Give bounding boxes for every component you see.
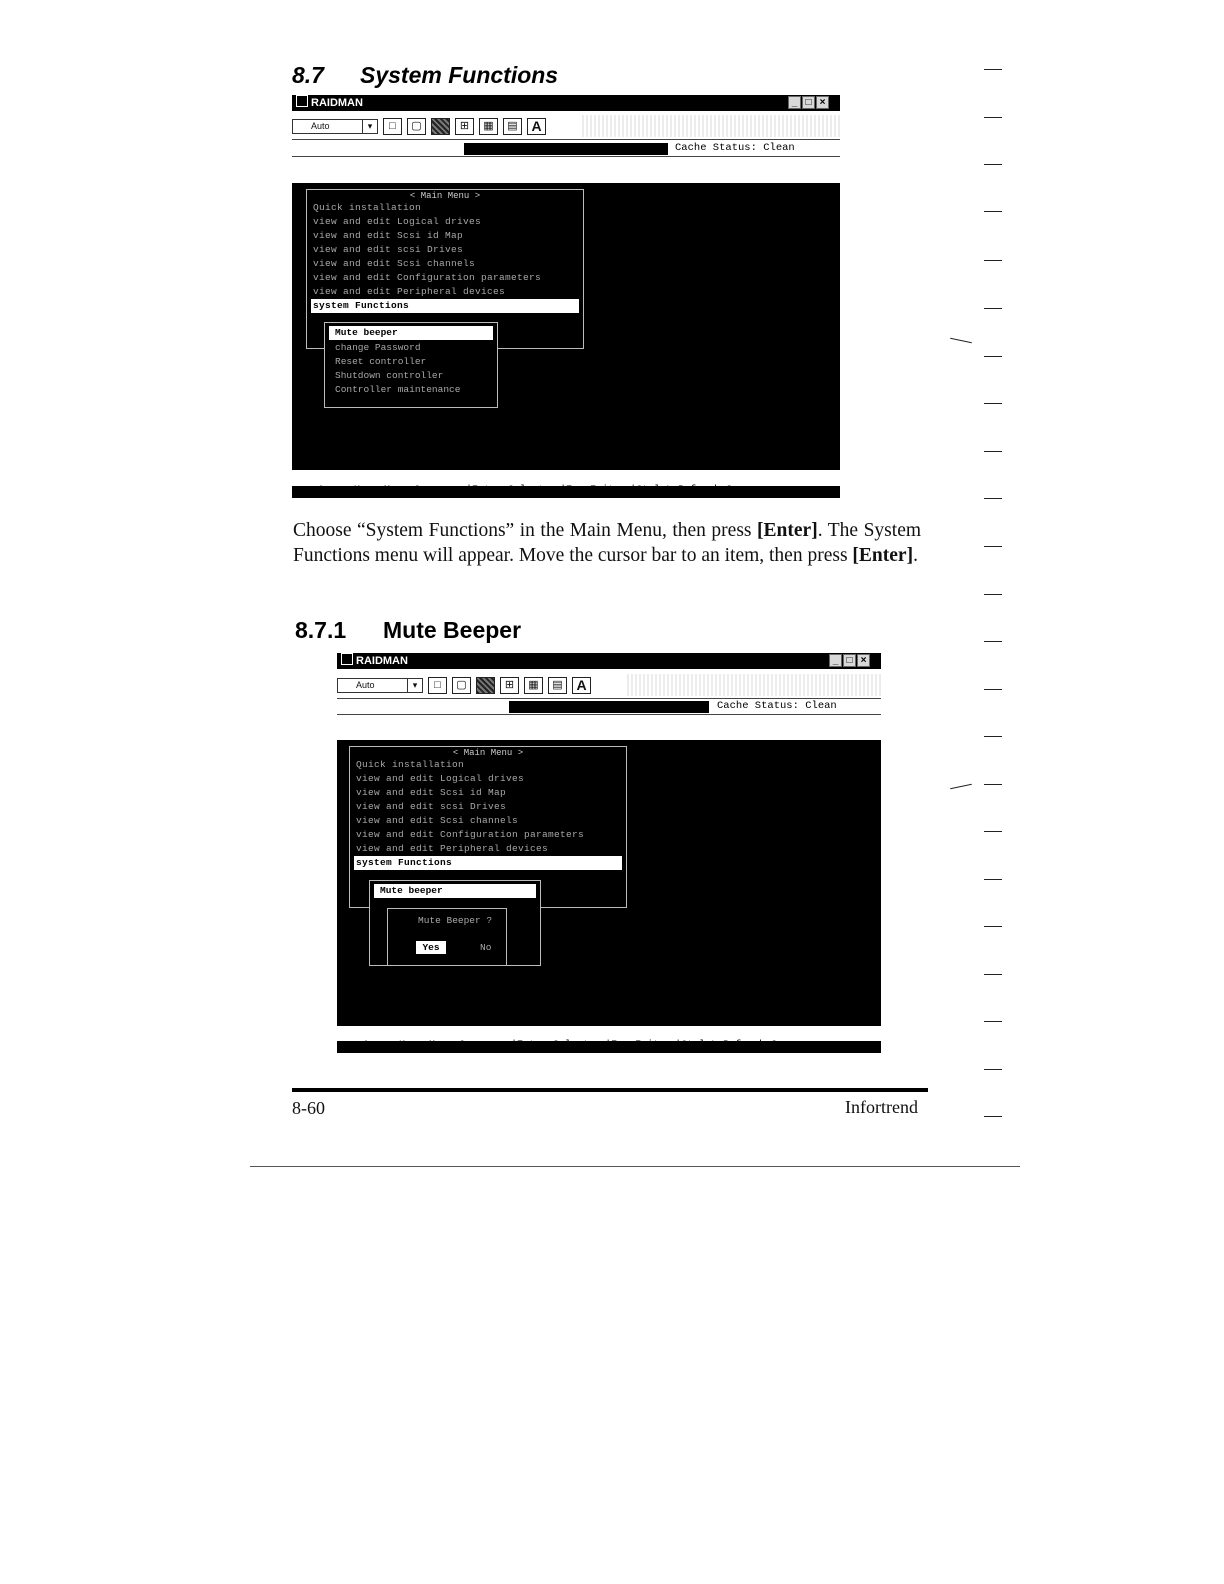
main-menu-header: < Main Menu > — [452, 748, 524, 758]
cache-status: Cache Status: Clean — [717, 700, 837, 712]
divider — [337, 714, 881, 715]
status-bar — [339, 1028, 881, 1040]
edge-mark — [984, 736, 1002, 737]
mode-select-value: Auto — [311, 120, 330, 131]
edge-mark — [984, 1069, 1002, 1070]
menu-item-quick-installation[interactable]: Quick installation — [313, 202, 422, 213]
raidman-window-figure1 — [292, 95, 840, 499]
cache-status-bar — [509, 701, 709, 713]
submenu-item-shutdown-controller[interactable]: Shutdown controller — [335, 370, 444, 381]
paragraph-text: Choose “System Functions” in the Main Menu, then press — [293, 520, 758, 541]
window-title: RAIDMAN — [356, 655, 408, 667]
mode-select-value: Auto — [356, 679, 375, 690]
mode-select[interactable] — [337, 678, 423, 693]
edge-mark — [984, 403, 1002, 404]
bottom-bar — [337, 1041, 881, 1053]
section-heading — [292, 62, 558, 89]
edge-mark — [984, 451, 1002, 452]
yes-button[interactable]: Yes — [416, 941, 446, 954]
app-logo-icon — [341, 653, 353, 665]
edge-mark — [984, 689, 1002, 690]
terminal-screen — [292, 183, 840, 470]
edge-mark — [984, 831, 1002, 832]
menu-item-system-functions[interactable]: system Functions — [354, 856, 622, 870]
menu-item-logical-drives[interactable]: view and edit Logical drives — [313, 216, 482, 227]
window-titlebar — [337, 653, 881, 669]
maximize-button[interactable]: □ — [843, 654, 856, 667]
dialog-title: Mute Beeper ? — [418, 915, 493, 926]
edge-mark — [984, 1021, 1002, 1022]
raidman-window-figure2 — [337, 653, 881, 1055]
window-title: RAIDMAN — [311, 97, 363, 109]
toolbar-background — [627, 674, 881, 696]
select-icon[interactable]: □ — [428, 677, 447, 694]
subsection-heading — [295, 617, 521, 644]
paragraph-text: . — [913, 545, 918, 566]
divider — [292, 139, 840, 140]
submenu-item-mute-beeper[interactable]: Mute beeper — [374, 884, 536, 898]
menu-item-peripheral-devices[interactable]: view and edit Peripheral devices — [313, 286, 506, 297]
menu-item-configuration-parameters[interactable]: view and edit Configuration parameters — [313, 272, 542, 283]
status-bar — [294, 473, 840, 485]
edge-mark — [984, 356, 1002, 357]
toolbar — [337, 674, 627, 696]
submenu-item-controller-maintenance[interactable]: Controller maintenance — [335, 384, 461, 395]
chevron-down-icon: ▾ — [362, 120, 377, 133]
mode-select[interactable] — [292, 119, 378, 134]
edge-mark — [984, 117, 1002, 118]
section-number: 8.7 — [292, 62, 324, 88]
stack-icon[interactable]: ▤ — [548, 677, 567, 694]
edge-mark — [984, 308, 1002, 309]
grid-icon[interactable]: ⊞ — [500, 677, 519, 694]
edge-mark — [984, 594, 1002, 595]
scan-edge-rule — [250, 1166, 1020, 1167]
edge-mark — [984, 164, 1002, 165]
window-controls — [788, 96, 829, 109]
mute-beeper-dialog — [387, 908, 507, 966]
chart-icon[interactable]: ▦ — [524, 677, 543, 694]
minimize-button[interactable]: _ — [788, 96, 801, 109]
disk-icon[interactable] — [476, 677, 495, 694]
edge-mark — [984, 784, 1002, 785]
edge-mark — [984, 546, 1002, 547]
window-titlebar — [292, 95, 840, 111]
chevron-down-icon: ▾ — [407, 679, 422, 692]
close-button[interactable]: × — [857, 654, 870, 667]
menu-item-system-functions[interactable]: system Functions — [311, 299, 579, 313]
font-icon[interactable]: A — [527, 118, 546, 135]
minimize-button[interactable]: _ — [829, 654, 842, 667]
footer-brand: Infortrend — [845, 1097, 918, 1117]
font-icon[interactable]: A — [572, 677, 591, 694]
window-icon[interactable]: ▢ — [452, 677, 471, 694]
disk-icon[interactable] — [431, 118, 450, 135]
cache-status-bar — [464, 143, 668, 155]
menu-item-scsi-drives[interactable]: view and edit scsi Drives — [356, 801, 507, 812]
page-number: 8-60 — [292, 1098, 325, 1118]
system-functions-submenu — [324, 322, 498, 408]
submenu-item-change-password[interactable]: change Password — [335, 342, 421, 353]
window-icon[interactable]: ▢ — [407, 118, 426, 135]
menu-item-quick-installation[interactable]: Quick installation — [356, 759, 465, 770]
app-logo-icon — [296, 95, 308, 107]
edge-mark — [984, 69, 1002, 70]
toolbar-background — [582, 115, 840, 137]
grid-icon[interactable]: ⊞ — [455, 118, 474, 135]
paragraph-text: . The System Functions menu will appear. Move the cursor bar to an item, then press — [293, 520, 922, 566]
edge-mark — [984, 641, 1002, 642]
submenu-item-mute-beeper[interactable]: Mute beeper — [329, 326, 493, 340]
chart-icon[interactable]: ▦ — [479, 118, 498, 135]
subsection-number: 8.7.1 — [295, 617, 347, 643]
menu-item-configuration-parameters[interactable]: view and edit Configuration parameters — [356, 829, 585, 840]
stack-icon[interactable]: ▤ — [503, 118, 522, 135]
section-title: System Functions — [360, 62, 559, 88]
close-button[interactable]: × — [816, 96, 829, 109]
enter-key: [Enter] — [757, 520, 818, 541]
footer-rule — [292, 1088, 928, 1092]
edge-mark — [950, 784, 972, 790]
main-menu-header: < Main Menu > — [409, 191, 481, 201]
menu-item-scsi-channels[interactable]: view and edit Scsi channels — [356, 815, 519, 826]
enter-key: [Enter] — [852, 545, 914, 566]
cache-status: Cache Status: Clean — [675, 142, 795, 154]
edge-mark — [984, 260, 1002, 261]
submenu-item-reset-controller[interactable]: Reset controller — [335, 356, 427, 367]
bottom-bar — [292, 486, 840, 498]
menu-item-scsi-drives[interactable]: view and edit scsi Drives — [313, 244, 464, 255]
no-button[interactable]: No — [480, 942, 492, 953]
maximize-button[interactable]: □ — [802, 96, 815, 109]
menu-item-scsi-id-map[interactable]: view and edit Scsi id Map — [313, 230, 464, 241]
menu-item-logical-drives[interactable]: view and edit Logical drives — [356, 773, 525, 784]
edge-mark — [984, 879, 1002, 880]
edge-mark — [950, 338, 972, 344]
body-paragraph — [293, 518, 921, 568]
subsection-title: Mute Beeper — [383, 617, 522, 643]
menu-item-scsi-channels[interactable]: view and edit Scsi channels — [313, 258, 476, 269]
window-controls — [829, 654, 870, 667]
edge-mark — [984, 1116, 1002, 1117]
edge-mark — [984, 211, 1002, 212]
edge-mark — [984, 498, 1002, 499]
toolbar — [292, 115, 582, 137]
divider — [292, 156, 840, 157]
menu-item-peripheral-devices[interactable]: view and edit Peripheral devices — [356, 843, 549, 854]
edge-mark — [984, 926, 1002, 927]
menu-item-scsi-id-map[interactable]: view and edit Scsi id Map — [356, 787, 507, 798]
terminal-screen — [337, 740, 881, 1026]
edge-mark — [984, 974, 1002, 975]
divider — [337, 698, 881, 699]
select-icon[interactable]: □ — [383, 118, 402, 135]
